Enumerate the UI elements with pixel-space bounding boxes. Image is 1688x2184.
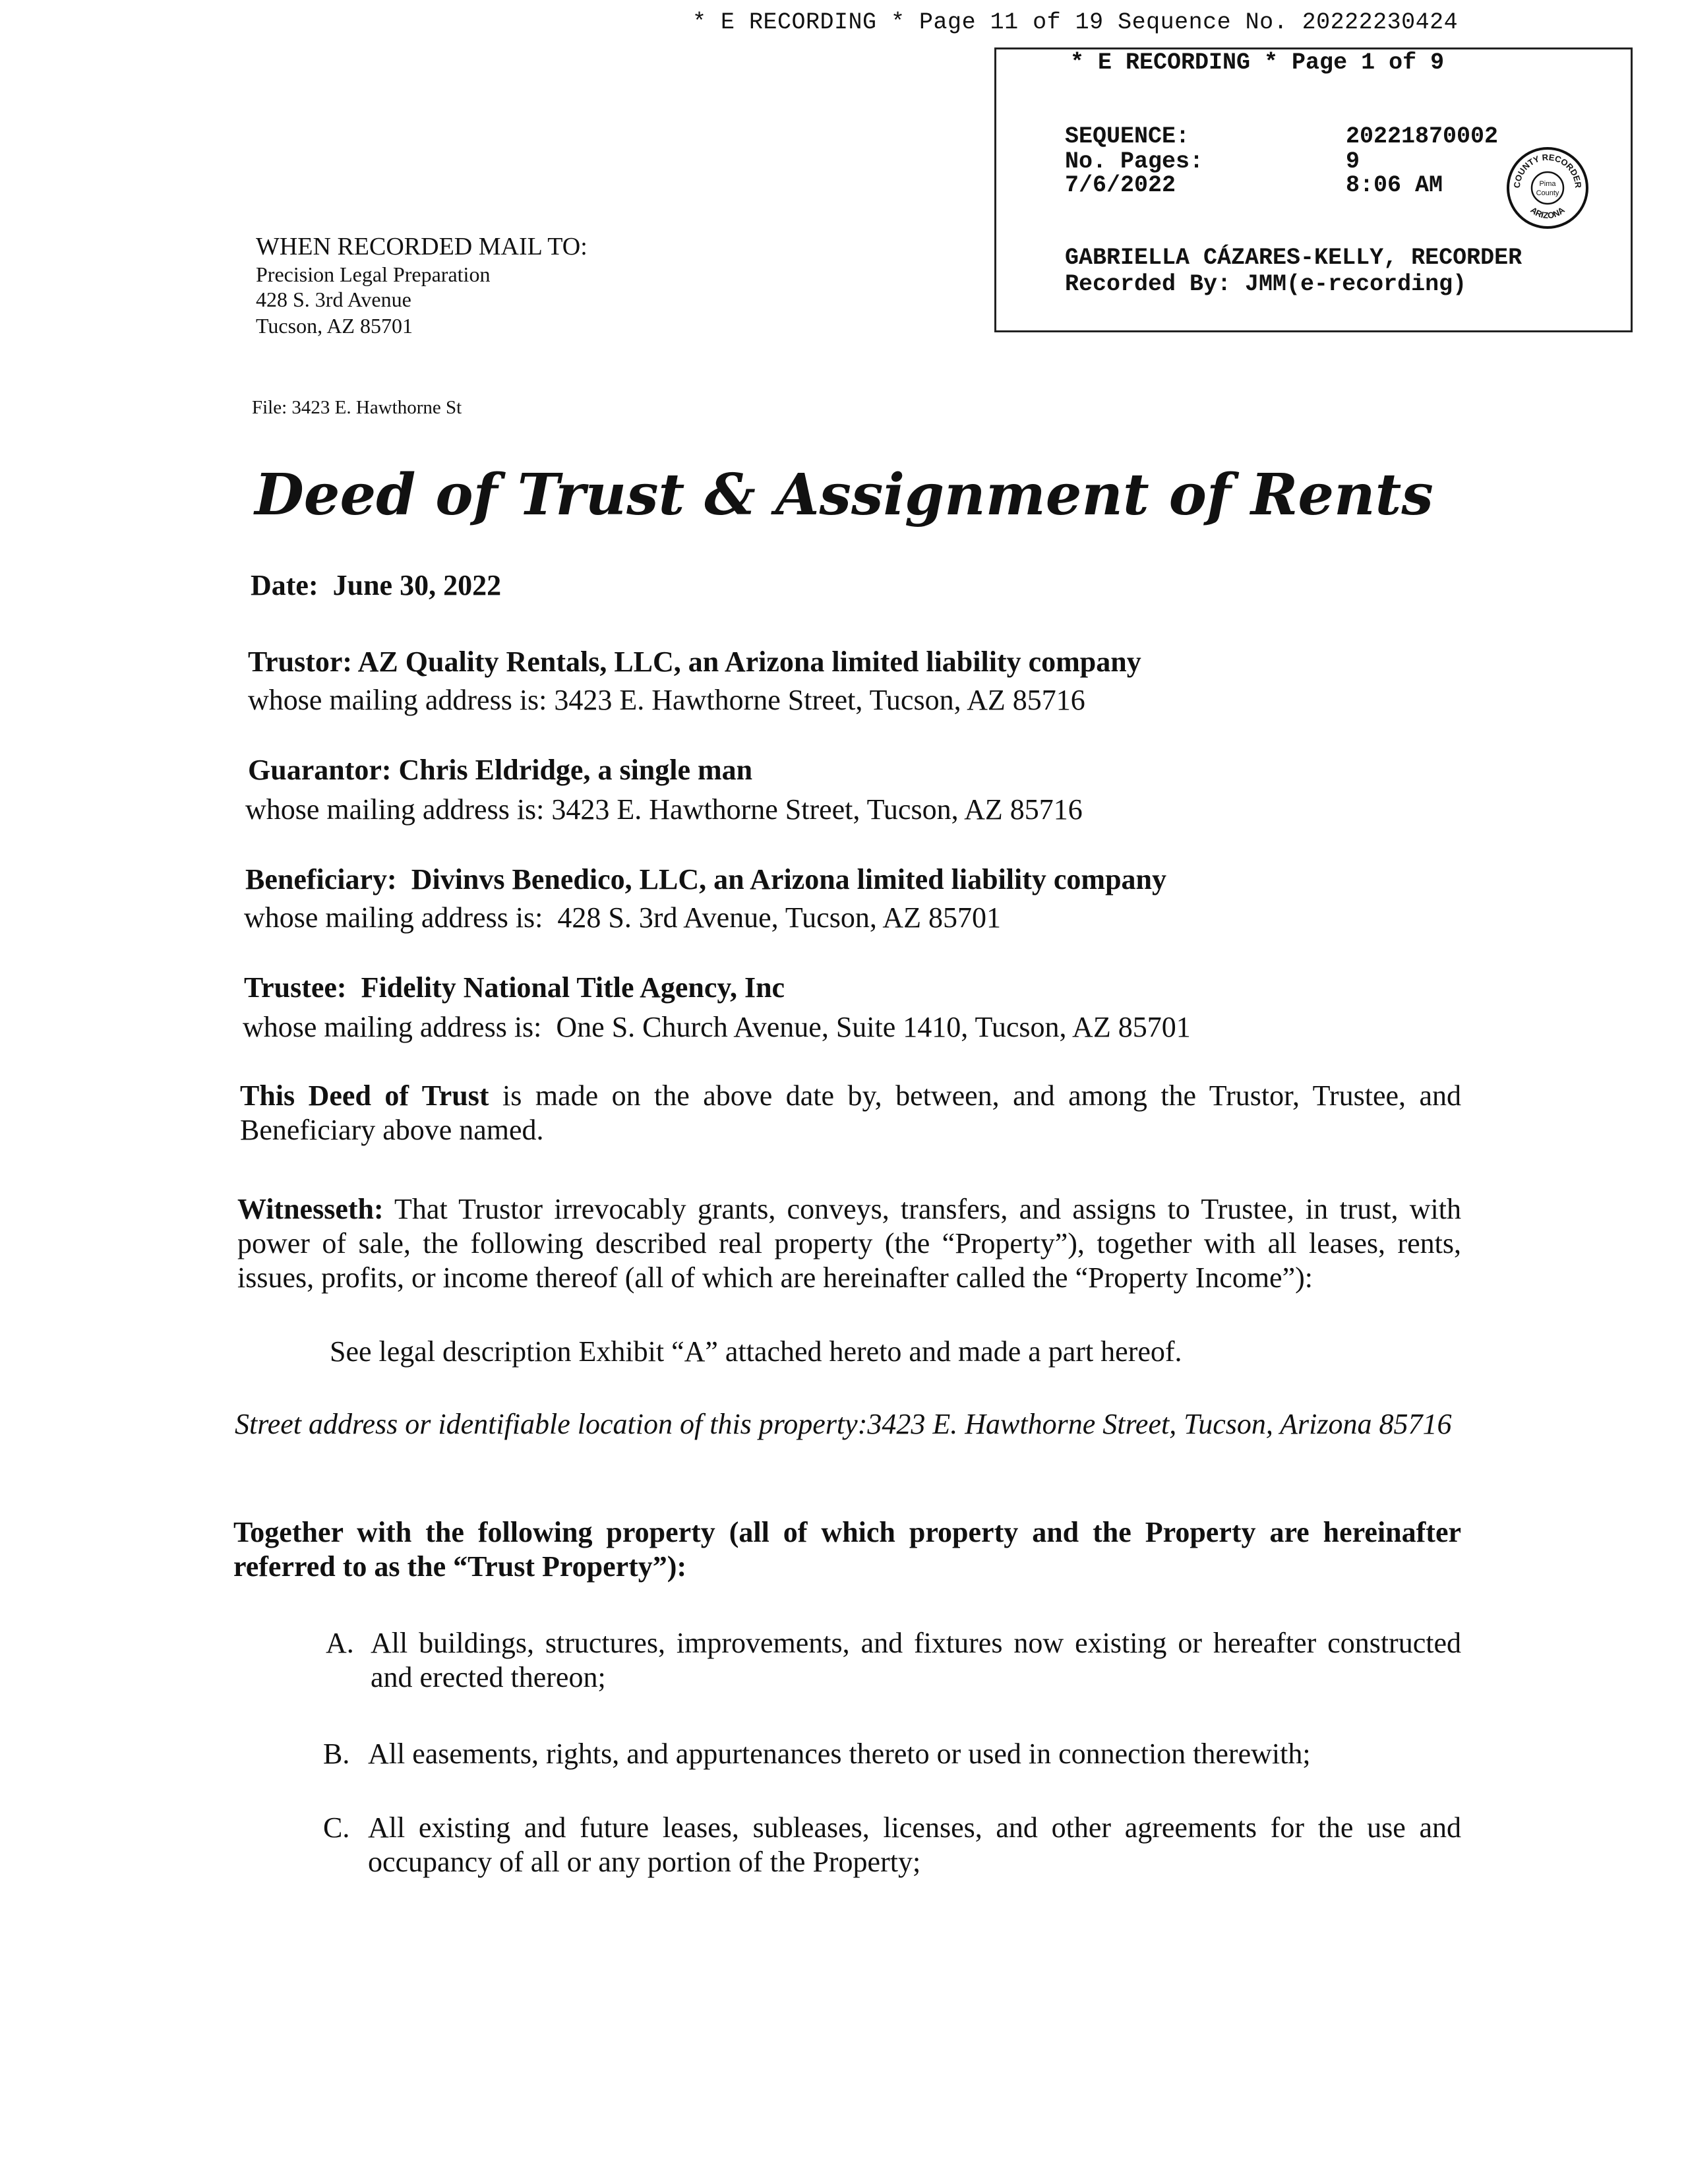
mail-to-heading: WHEN RECORDED MAIL TO: (256, 233, 588, 260)
file-reference: File: 3423 E. Hawthorne St (252, 397, 462, 418)
pages-value: 9 (1346, 148, 1360, 175)
mail-to-name: Precision Legal Preparation (256, 262, 491, 286)
trustee-address: whose mailing address is: One S. Church Avenue, Suite 1410, Tucson, AZ 85701 (243, 1011, 1191, 1043)
list-item-letter: C. (323, 1811, 350, 1844)
list-item-letter: A. (326, 1627, 354, 1659)
svg-text:ARIZONA (1528, 204, 1567, 220)
intro-paragraph (240, 1079, 1461, 1147)
seal-top-text: COUNTY RECORDER (1511, 152, 1584, 189)
date-value: June 30, 2022 (332, 569, 502, 601)
list-item-letter: B. (323, 1738, 350, 1770)
list-item-text: All existing and future leases, subleases, licenses, and other agreements for the use and occupancy of all or any portion of the Property; (368, 1811, 1461, 1878)
intro-bold: This Deed of Trust (240, 1079, 489, 1112)
seal-bottom-text: ARIZONA (1528, 204, 1567, 221)
witnesseth-text: That Trustor irrevocably grants, conveys, transfers, and assigns to Trustee, in trust, with power of sale, the following described real property (the “Property”), together with all leases, rents, issues, profits, or income thereof (all of which are hereinafter called the “Property Income”): (237, 1193, 1461, 1294)
trustee-line (244, 971, 785, 1004)
trustor-line (248, 645, 1141, 679)
mail-to-city: Tucson, AZ 85701 (256, 314, 413, 338)
list-item (323, 1811, 1461, 1883)
document-title: Deed of Trust & Assignment of Rents (255, 462, 1433, 528)
guarantor-name: Chris Eldridge, a single man (398, 754, 753, 786)
list-item-text: All easements, rights, and appurtenances thereto or used in connection therewith; (368, 1738, 1311, 1770)
list-item-text: All buildings, structures, improvements, and fixtures now existing or hereafter constructed and erected thereon; (371, 1627, 1461, 1693)
beneficiary-address: whose mailing address is: 428 S. 3rd Avenue, Tucson, AZ 85701 (244, 901, 1002, 934)
guarantor-address: whose mailing address is: 3423 E. Hawthorne Street, Tucson, AZ 85716 (245, 793, 1083, 826)
guarantor-label: Guarantor: (248, 754, 392, 786)
recorded-time: 8:06 AM (1346, 172, 1443, 198)
trustee-name: Fidelity National Title Agency, Inc (361, 971, 785, 1004)
street-address-paragraph: Street address or identifiable location of this property:3423 E. Hawthorne Street, Tucson, Arizona 85716 (235, 1408, 1452, 1440)
recorder-page-header: * E RECORDING * Page 1 of 9 (1070, 49, 1445, 76)
beneficiary-name: Divinvs Benedico, LLC, an Arizona limited liability company (411, 863, 1167, 895)
mail-to-street: 428 S. 3rd Avenue (256, 288, 411, 311)
guarantor-line (248, 753, 752, 787)
trustee-label: Trustee: (244, 971, 347, 1004)
date-label: Date: (251, 569, 318, 601)
recorder-name: GABRIELLA CÁZARES-KELLY, RECORDER (1065, 245, 1522, 271)
sequence-value: 20221870002 (1346, 123, 1499, 150)
witnesseth-paragraph (237, 1192, 1461, 1295)
beneficiary-line (245, 863, 1166, 896)
recording-header: * E RECORDING * Page 11 of 19 Sequence No. 20222230424 (692, 9, 1459, 36)
sequence-label: SEQUENCE: (1065, 123, 1190, 150)
pages-label: No. Pages: (1065, 148, 1204, 175)
trustor-address: whose mailing address is: 3423 E. Hawthorne Street, Tucson, AZ 85716 (248, 684, 1085, 716)
date-line (251, 568, 501, 602)
together-paragraph: Together with the following property (all of which property and the Property are hereinafter referred to as the “Trust Property”): (233, 1516, 1461, 1583)
trustor-label: Trustor: (248, 646, 353, 678)
seal-center-text-2: County (1536, 189, 1559, 197)
legal-description-reference: See legal description Exhibit “A” attached hereto and made a part hereof. (330, 1335, 1182, 1368)
witnesseth-bold: Witnesseth: (237, 1193, 384, 1225)
county-seal-icon (1505, 146, 1590, 230)
recorded-by: Recorded By: JMM(e-recording) (1065, 271, 1467, 297)
beneficiary-label: Beneficiary: (245, 863, 397, 895)
trustor-name: AZ Quality Rentals, LLC, an Arizona limited liability company (357, 646, 1141, 678)
list-item (323, 1737, 1461, 1776)
intro-text: is made on the above date by, between, and among the Trustor, Trustee, and Beneficiary above named. (240, 1079, 1462, 1146)
seal-center-text-1: Pima (1539, 180, 1556, 188)
list-item (326, 1626, 1461, 1699)
recorded-date: 7/6/2022 (1065, 172, 1176, 198)
recorder-stamp-box (994, 47, 1633, 332)
